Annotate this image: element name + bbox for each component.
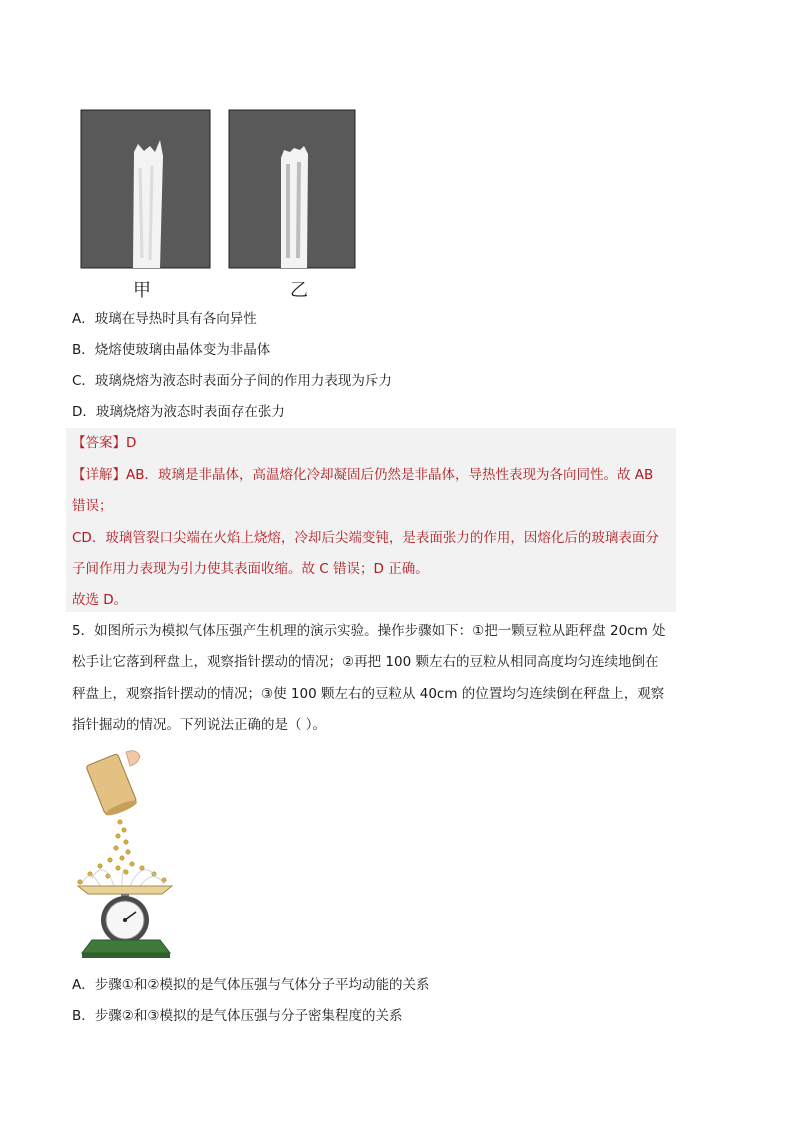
question5-line-2: 松手让它落到秤盘上，观察指针摆动的情况；②再把 100 颗左右的豆粒从相同高度均匀连续地倒在: [72, 654, 659, 670]
option-c: C．玻璃烧熔为液态时表面分子间的作用力表现为斥力: [72, 373, 392, 389]
question5-line-3: 秤盘上，观察指针摆动的情况；③使 100 颗左右的豆粒从 40cm 的位置均匀连续倒在秤盘上，观察: [72, 686, 665, 702]
bean-scale-illustration: [70, 748, 180, 963]
option-d: D．玻璃烧熔为液态时表面存在张力: [72, 404, 285, 420]
detail-line-5: 故选 D。: [72, 592, 128, 608]
detail-line-3: CD．玻璃管裂口尖端在火焰上烧熔，冷却后尖端变钝，是表面张力的作用，因熔化后的玻璃表面分: [72, 530, 659, 546]
detail-line-2: 错误；: [72, 498, 113, 514]
glass-rod-figure: [80, 108, 360, 300]
option-a: A．玻璃在导热时具有各向异性: [72, 311, 257, 327]
scale-experiment-figure: [70, 748, 180, 963]
q5-option-b: B．步骤②和③模拟的是气体压强与分子密集程度的关系: [72, 1008, 403, 1024]
glass-rod-illustration: [80, 108, 360, 300]
q5-option-a: A．步骤①和②模拟的是气体压强与气体分子平均动能的关系: [72, 977, 430, 993]
figure-label-yi: 乙: [290, 280, 308, 301]
answer-box: [66, 428, 676, 612]
detail-line-1: 【详解】AB．玻璃是非晶体，高温熔化冷却凝固后仍然是非晶体，导热性表现为各向同性。故 AB: [72, 467, 654, 483]
question5-line-4: 指针掘动的情况。下列说法正确的是（ ）。: [72, 717, 327, 733]
detail-line-4: 子间作用力表现为引力使其表面收缩。故 C 错误；D 正确。: [72, 561, 429, 577]
figure-label-jia: 甲: [133, 280, 151, 301]
question5-line-1: 5．如图所示为模拟气体压强产生机理的演示实验。操作步骤如下：①把一颗豆粒从距秤盘 20cm 处: [72, 623, 666, 639]
answer-line: 【答案】D: [72, 435, 137, 451]
option-b: B．烧熔使玻璃由晶体变为非晶体: [72, 342, 271, 358]
